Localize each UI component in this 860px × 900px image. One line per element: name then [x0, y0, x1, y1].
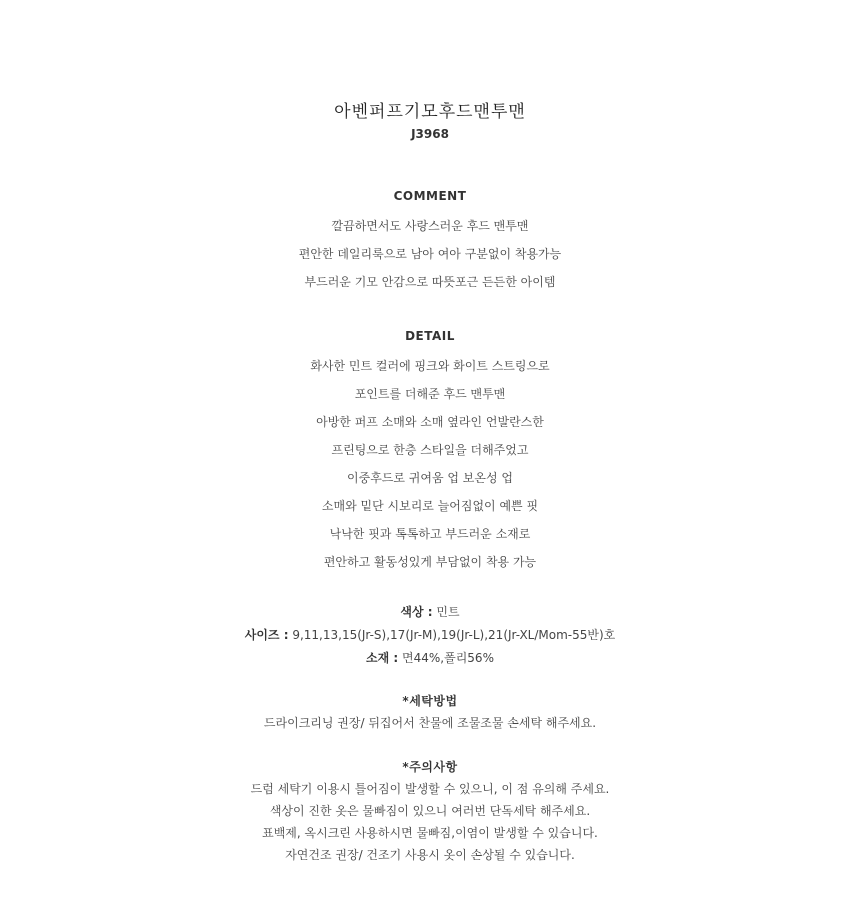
spec-size-label: 사이즈 :	[244, 628, 289, 642]
detail-line: 화사한 민트 컬러에 핑크와 화이트 스트링으로	[310, 359, 550, 373]
detail-line: 아방한 퍼프 소매와 소매 옆라인 언발란스한	[316, 415, 544, 429]
detail-line: 낙낙한 핏과 톡톡하고 부드러운 소재로	[329, 527, 531, 541]
spec-color	[0, 603, 860, 620]
comment-heading: COMMENT	[393, 189, 467, 203]
comment-line: 깔끔하면서도 사랑스러운 후드 맨투맨	[331, 219, 529, 233]
product-code: J3968	[411, 127, 449, 141]
comment-line: 편안한 데일리룩으로 남아 여아 구분없이 착용가능	[298, 247, 562, 261]
detail-line: 편안하고 활동성있게 부담없이 착용 가능	[323, 555, 537, 569]
detail-line: 프린팅으로 한층 스타일을 더해주었고	[331, 443, 529, 457]
caution-line: 드럼 세탁기 이용시 틀어짐이 발생할 수 있으니, 이 점 유의해 주세요.	[250, 782, 610, 796]
spec-color-value: 민트	[436, 605, 460, 619]
detail-line: 소매와 밑단 시보리로 늘어짐없이 예쁜 핏	[321, 499, 539, 513]
spec-color-label: 색상 :	[400, 605, 433, 619]
detail-line: 이중후드로 귀여움 업 보온성 업	[347, 471, 513, 485]
spec-material-value: 면44%,폴리56%	[402, 651, 494, 665]
spec-material-label: 소재 :	[366, 651, 399, 665]
product-title: 아벤퍼프기모후드맨투맨	[334, 102, 526, 122]
detail-heading: DETAIL	[405, 329, 455, 343]
detail-line: 포인트를 더해준 후드 맨투맨	[354, 387, 506, 401]
caution-line: 색상이 진한 옷은 물빠짐이 있으니 여러번 단독세탁 해주세요.	[269, 804, 591, 818]
washing-line: 드라이크리닝 권장/ 뒤집어서 찬물에 조물조물 손세탁 해주세요.	[263, 716, 597, 730]
washing-heading: *세탁방법	[402, 694, 458, 708]
spec-size	[0, 626, 860, 643]
comment-line: 부드러운 기모 안감으로 따뜻포근 든든한 아이템	[304, 275, 556, 289]
spec-material	[0, 649, 860, 666]
caution-heading: *주의사항	[402, 760, 458, 774]
caution-line: 표백제, 옥시크린 사용하시면 물빠짐,이염이 발생할 수 있습니다.	[262, 826, 598, 840]
caution-line: 자연건조 권장/ 건조기 사용시 옷이 손상될 수 있습니다.	[285, 848, 575, 862]
spec-size-value: 9,11,13,15(Jr-S),17(Jr-M),19(Jr-L),21(Jr-XL/Mom-55반)호	[292, 628, 616, 642]
